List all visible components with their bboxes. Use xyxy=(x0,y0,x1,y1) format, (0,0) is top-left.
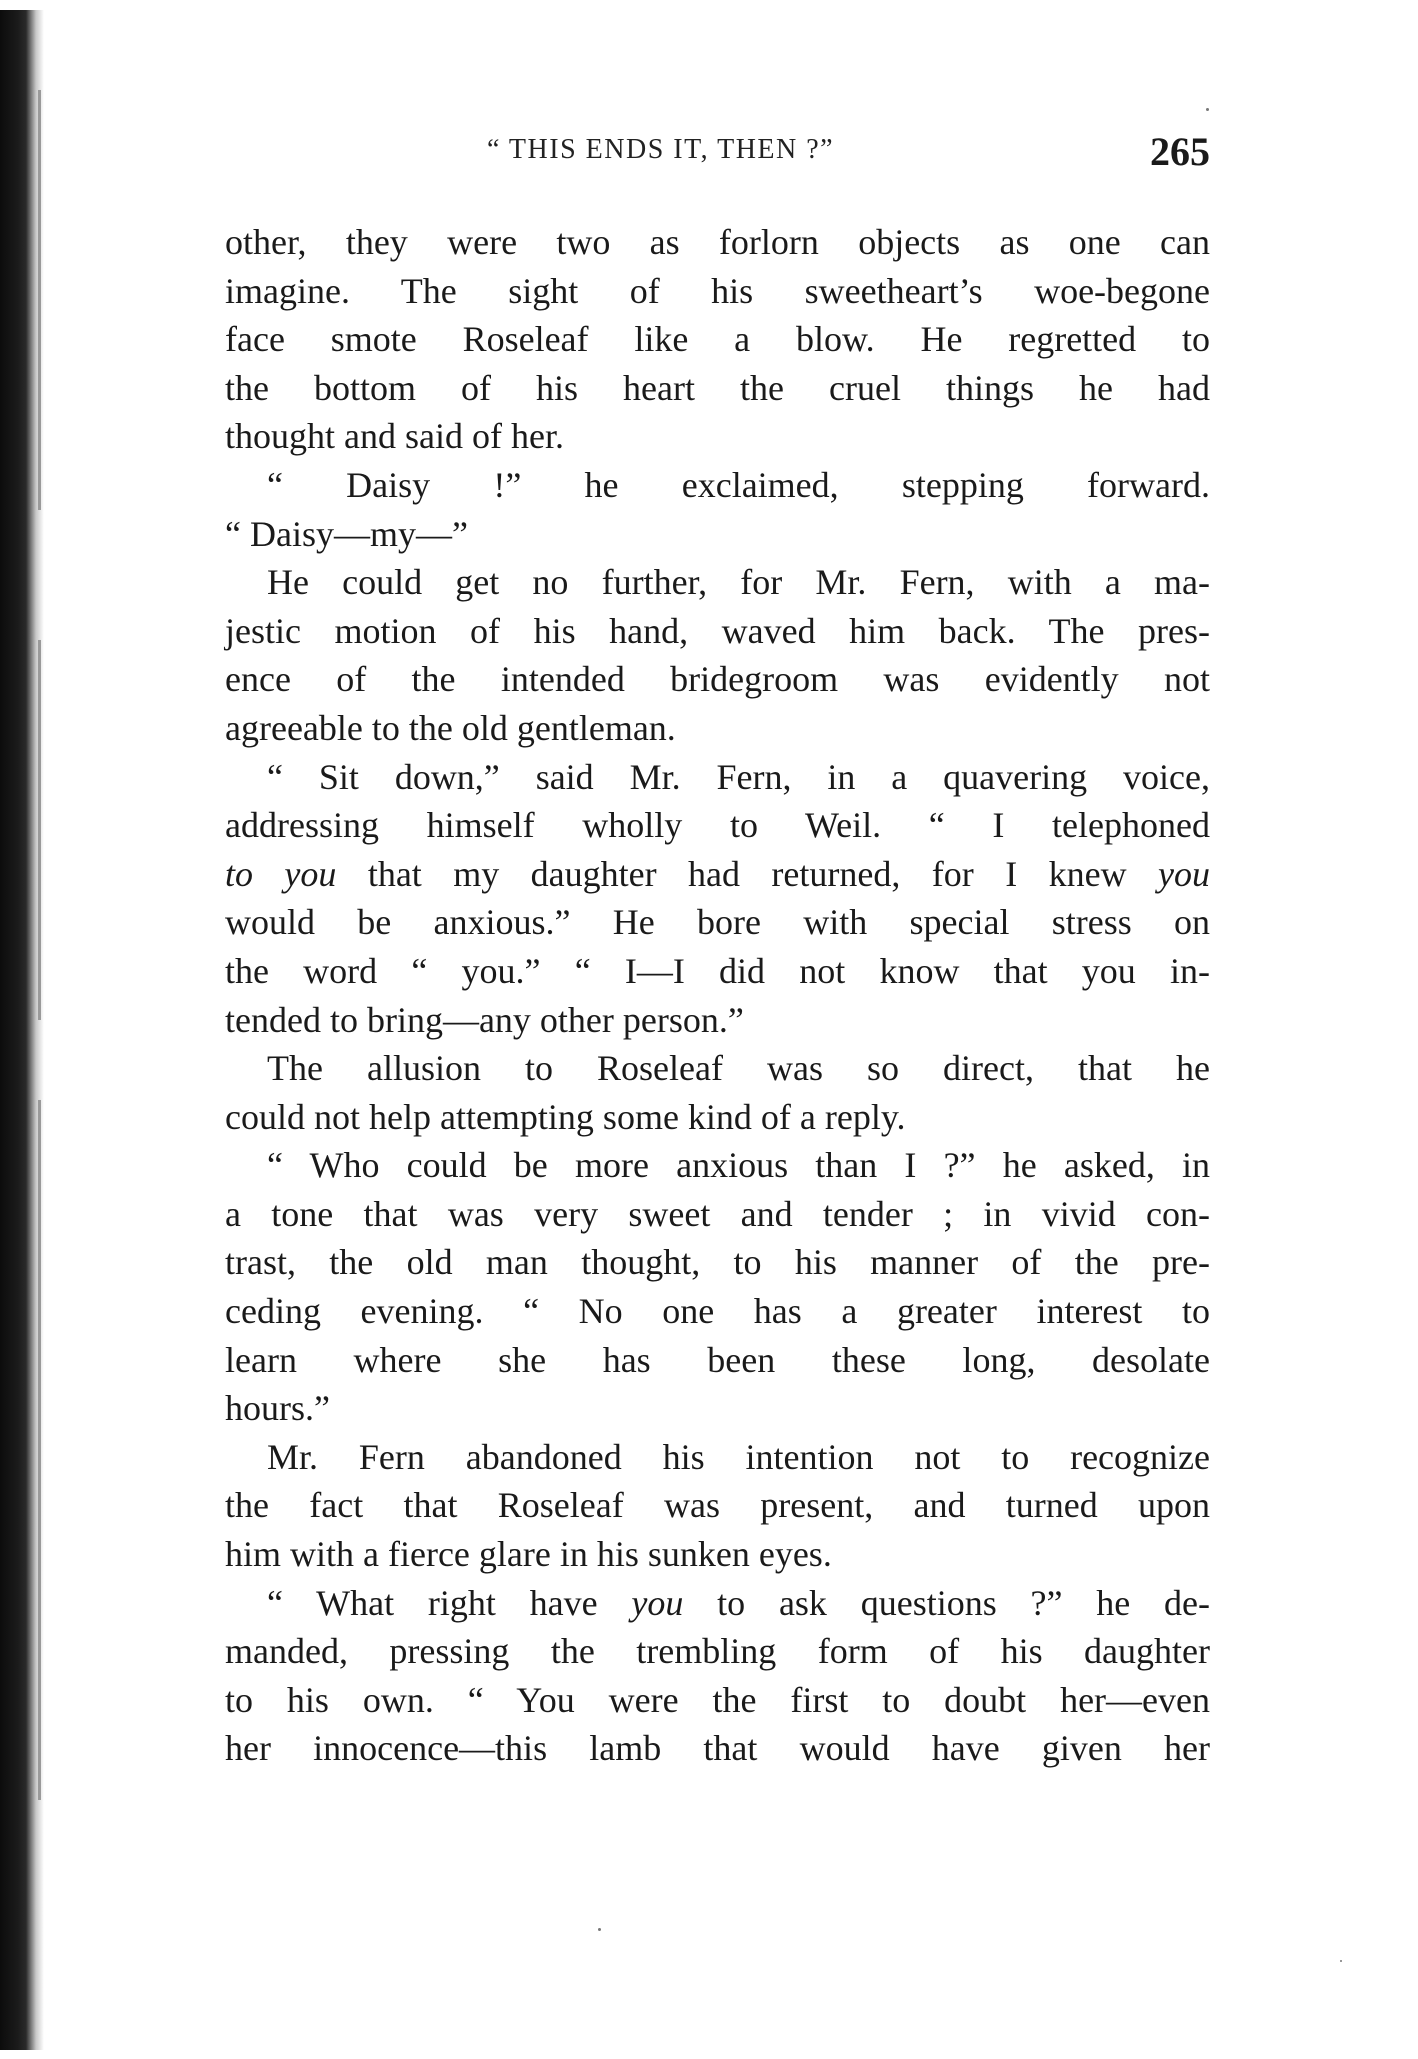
text-line: Mr. Fern abandoned his intention not to recognize xyxy=(267,1436,1210,1477)
text-line: addressing himself wholly to Weil. “ I telephoned xyxy=(225,805,1210,846)
running-head xyxy=(225,128,1210,178)
text-line: learn where she has been these long, desolate xyxy=(225,1339,1210,1380)
paper-speck xyxy=(1340,1960,1342,1962)
binding-streak xyxy=(38,1100,41,1800)
text-span: that my daughter had returned, for I knew xyxy=(336,853,1159,894)
text-line: a tone that was very sweet and tender ; in vivid con- xyxy=(225,1193,1210,1234)
text-line: imagine. The sight of his sweetheart’s woe-begone xyxy=(225,270,1210,311)
paper-speck xyxy=(598,1928,601,1931)
text-span: to ask questions ?” he de- xyxy=(683,1582,1210,1623)
running-title: “ THIS ENDS IT, THEN ?” xyxy=(487,134,835,165)
text-line: “ Who could be more anxious than I ?” he asked, in xyxy=(267,1145,1210,1186)
text-line: him with a fierce glare in his sunken eyes. xyxy=(225,1534,832,1575)
text-line: the bottom of his heart the cruel things he had xyxy=(225,367,1210,408)
paper-speck xyxy=(1206,108,1209,111)
italic-text: you xyxy=(631,1582,684,1623)
text-line: “ Sit down,” said Mr. Fern, in a quavering voice, xyxy=(267,756,1210,797)
text-line: thought and said of her. xyxy=(225,416,564,457)
text-line: ceding evening. “ No one has a greater interest to xyxy=(225,1291,1210,1332)
text-line xyxy=(225,850,1210,899)
text-line: “ Daisy—my—” xyxy=(225,513,468,554)
text-line: “ Daisy !” he exclaimed, stepping forward. xyxy=(267,464,1210,505)
text-line: He could get no further, for Mr. Fern, with a ma- xyxy=(267,562,1210,603)
text-line: the word “ you.” “ I—I did not know that you in- xyxy=(225,950,1210,991)
text-line: jestic motion of his hand, waved him back. The pres- xyxy=(225,610,1210,651)
binding-streak xyxy=(38,640,41,1020)
text-line: ence of the intended bridegroom was evidently not xyxy=(225,659,1210,700)
page-number: 265 xyxy=(1150,129,1210,174)
text-line xyxy=(225,1579,1210,1628)
text-line: to his own. “ You were the first to doubt her—even xyxy=(225,1679,1210,1720)
text-line: other, they were two as forlorn objects as one can xyxy=(225,222,1210,262)
text-line: tended to bring—any other person.” xyxy=(225,999,744,1040)
italic-text: you xyxy=(1158,853,1210,894)
body-text xyxy=(225,218,1210,1773)
text-line: would be anxious.” He bore with special stress on xyxy=(225,902,1210,943)
text-line: hours.” xyxy=(225,1388,330,1429)
text-line: her innocence—this lamb that would have given her xyxy=(225,1728,1210,1769)
binding-streak xyxy=(38,90,41,510)
text-line: face smote Roseleaf like a blow. He regretted to xyxy=(225,319,1210,360)
text-line: trast, the old man thought, to his manner of the pre- xyxy=(225,1242,1210,1283)
text-line: the fact that Roseleaf was present, and turned upon xyxy=(225,1485,1210,1526)
italic-text: to you xyxy=(225,853,337,894)
text-span: “ What right have xyxy=(267,1582,632,1623)
text-line: could not help attempting some kind of a reply. xyxy=(225,1096,906,1137)
text-line: The allusion to Roseleaf was so direct, that he xyxy=(267,1048,1210,1089)
text-line: manded, pressing the trembling form of his daughter xyxy=(225,1631,1210,1672)
text-line: agreeable to the old gentleman. xyxy=(225,707,676,748)
